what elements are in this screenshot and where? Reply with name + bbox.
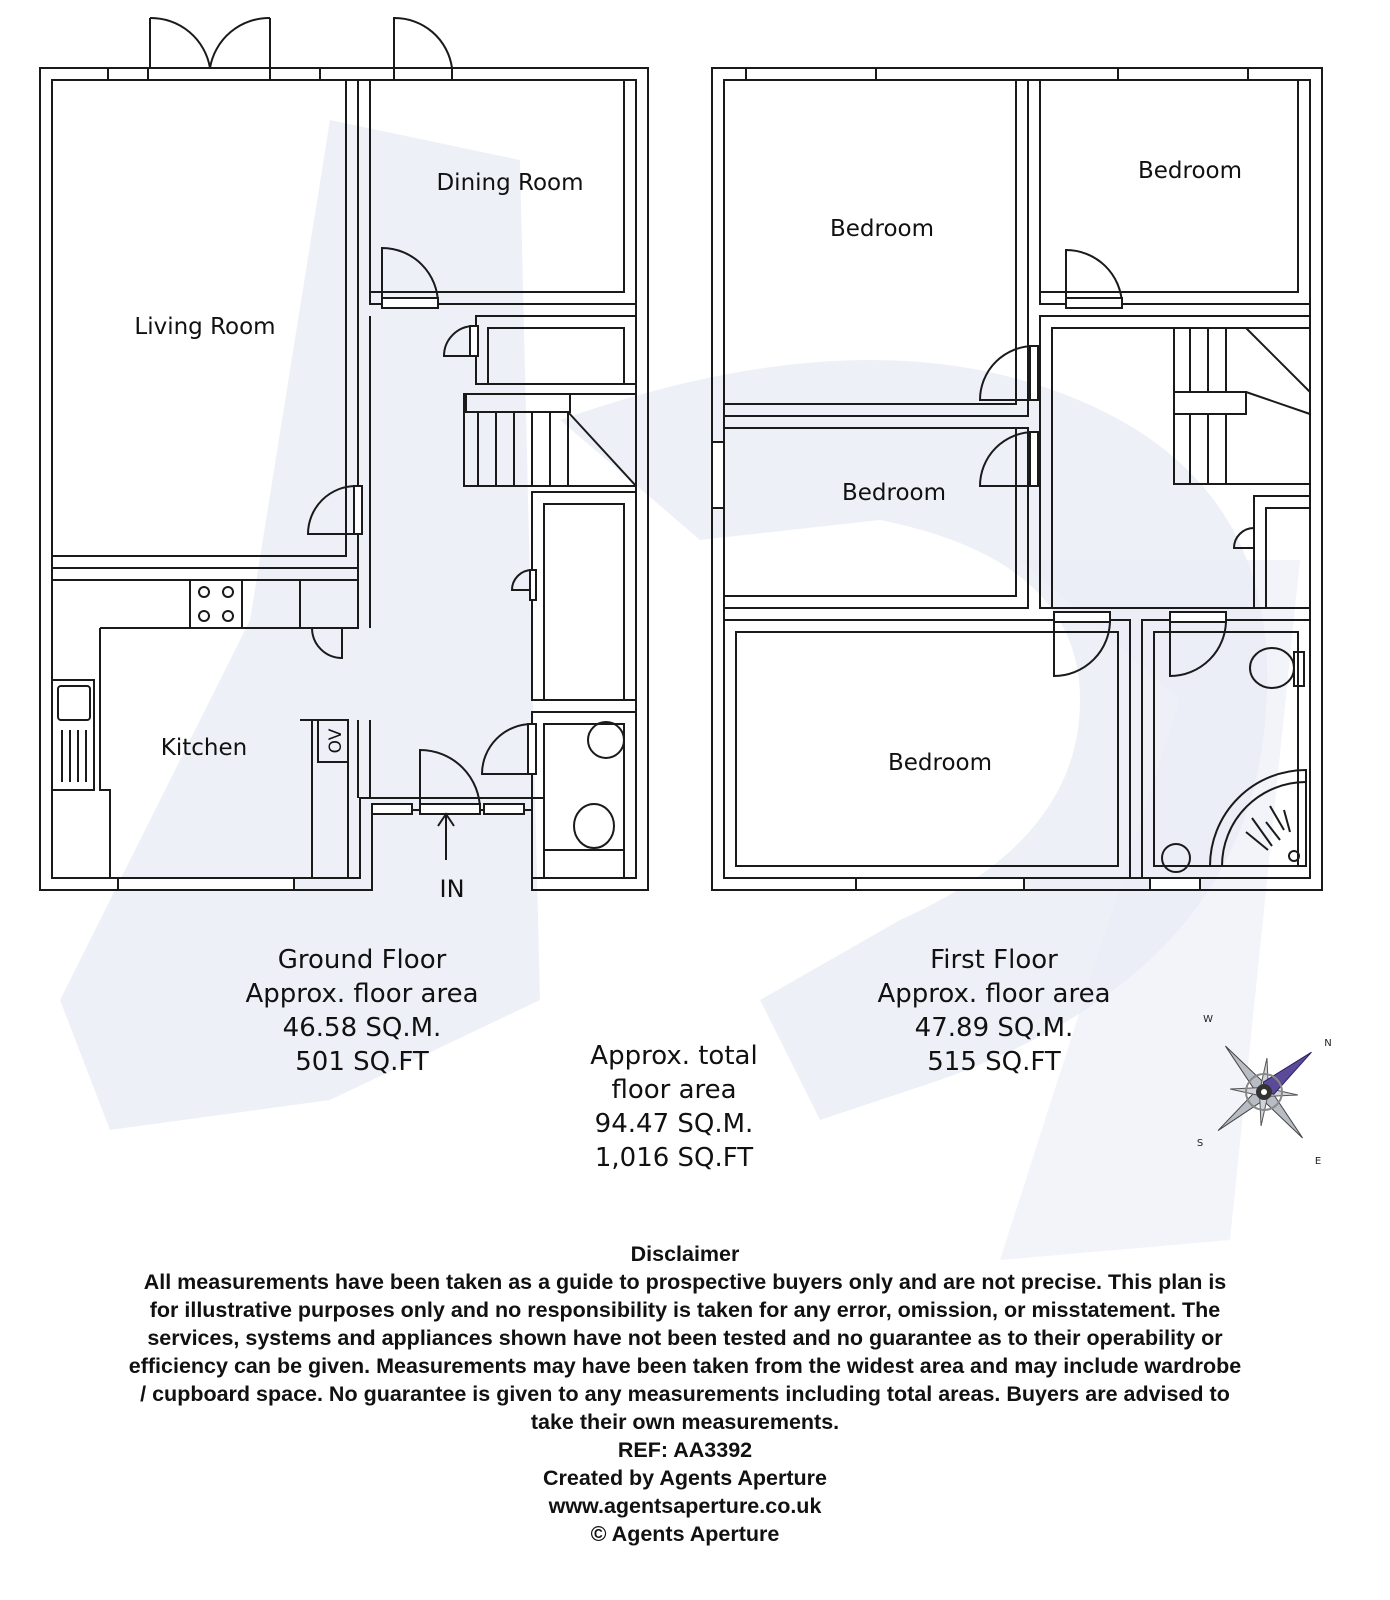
- bedroom-middle-label: Bedroom: [841, 480, 947, 506]
- bedroom-bottom-label: Bedroom: [887, 750, 993, 776]
- disclaimer-line-2: for illustrative purposes only and no responsibility is taken for any error, omission, or misstatement. The: [149, 1298, 1221, 1322]
- entrance-label: IN: [439, 875, 465, 903]
- compass-north-label: N: [1324, 1038, 1332, 1049]
- compass-east-label: E: [1314, 1156, 1322, 1167]
- ground-floor-area-caption: Approx. floor area: [245, 979, 479, 1009]
- disclaimer-line-5: / cupboard space. No guarantee is given to any measurements including total areas. Buyers are advised to: [140, 1382, 1230, 1406]
- disclaimer-line-3: services, systems and appliances shown have not been tested and no guarantee as to their operability or: [147, 1326, 1223, 1350]
- total-area-line1: Approx. total: [590, 1041, 758, 1071]
- total-area-sqft: 1,016 SQ.FT: [594, 1143, 754, 1173]
- first-floor-area-sqm: 47.89 SQ.M.: [914, 1013, 1074, 1043]
- disclaimer-heading: Disclaimer: [630, 1242, 740, 1266]
- disclaimer-line-6: take their own measurements.: [530, 1410, 840, 1434]
- total-area: [590, 1041, 757, 1173]
- bedroom-top-right-label: Bedroom: [1137, 158, 1243, 184]
- first-floor-area-sqft: 515 SQ.FT: [927, 1047, 1061, 1077]
- living-room-label: Living Room: [134, 314, 276, 340]
- copyright: © Agents Aperture: [590, 1522, 780, 1546]
- dining-room-label: Dining Room: [436, 170, 584, 196]
- compass-south-label: S: [1196, 1138, 1204, 1149]
- disclaimer-line-4: efficiency can be given. Measurements may have been taken from the widest area and may include wardrobe: [128, 1354, 1242, 1378]
- disclaimer-line-1: All measurements have been taken as a guide to prospective buyers only and are not precise. This plan is: [143, 1270, 1227, 1294]
- total-area-sqm: 94.47 SQ.M.: [594, 1109, 754, 1139]
- total-area-line2: floor area: [611, 1075, 737, 1105]
- reference-number: REF: AA3392: [617, 1438, 753, 1462]
- oven-label: OV: [326, 728, 346, 754]
- kitchen-label: Kitchen: [160, 735, 248, 761]
- first-floor-title: First Floor: [930, 945, 1058, 975]
- created-by: Created by Agents Aperture: [543, 1466, 827, 1490]
- disclaimer-block: [10, 1240, 1360, 1548]
- first-floor-area-caption: Approx. floor area: [877, 979, 1111, 1009]
- website-link[interactable]: www.agentsaperture.co.uk: [548, 1494, 822, 1518]
- ground-floor-area-sqft: 501 SQ.FT: [295, 1047, 429, 1077]
- ground-floor-title: Ground Floor: [277, 945, 447, 975]
- ground-floor-area-sqm: 46.58 SQ.M.: [282, 1013, 442, 1043]
- bedroom-top-left-label: Bedroom: [829, 216, 935, 242]
- compass-west-label: W: [1203, 1014, 1213, 1025]
